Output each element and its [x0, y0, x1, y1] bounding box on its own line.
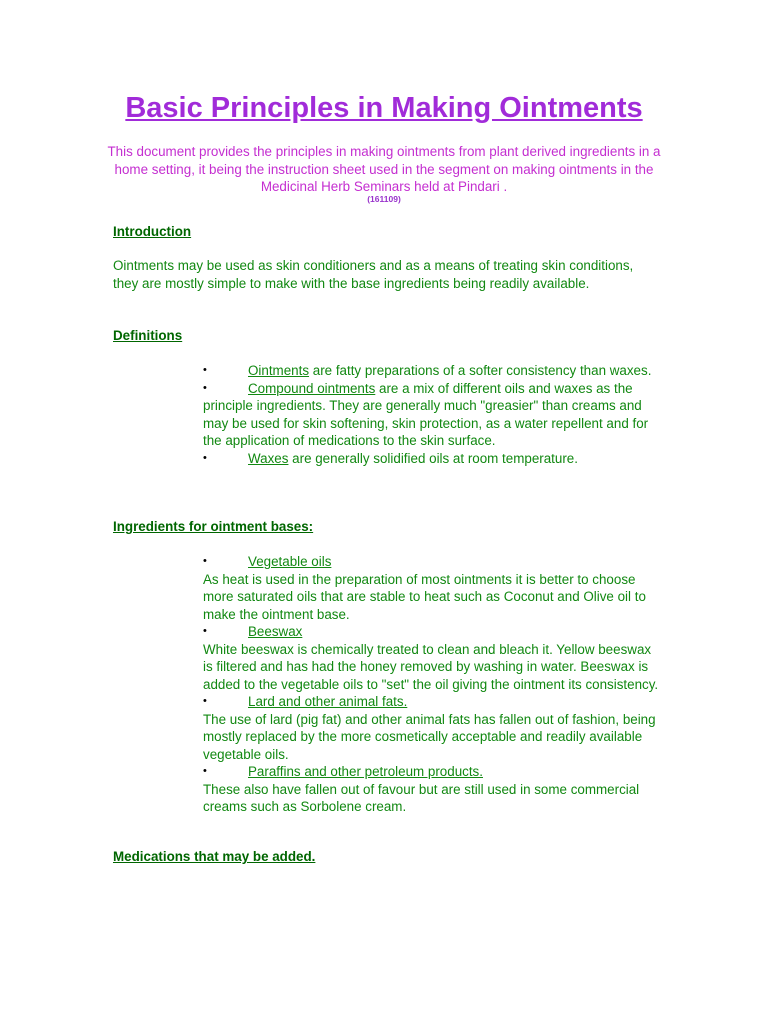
heading-definitions: Definitions: [113, 328, 183, 343]
definition-term: Ointments: [248, 363, 310, 378]
definition-item: [203, 362, 663, 380]
heading-ingredients: Ingredients for ointment bases:: [113, 519, 314, 534]
bullet-icon: •: [203, 364, 207, 376]
ingredients-list: [203, 553, 663, 816]
bullet-icon: •: [203, 555, 207, 567]
definition-term: Compound ointments: [248, 380, 376, 396]
ingredient-term: Beeswax: [248, 624, 303, 639]
ingredient-description: As heat is used in the preparation of most ointments it is better to choose more saturated oils that are stable to heat such as Coconut and Olive oil to make the ointment base.: [203, 571, 646, 622]
document-code: (161109): [367, 194, 401, 204]
ingredient-item: [203, 763, 663, 816]
definition-item: [203, 380, 663, 450]
ingredient-item: [203, 553, 663, 623]
document-intro: This document provides the principles in making ointments from plant derived ingredients in a home setting, it being the instruction sheet used in the segment on making ointments in the Medicinal Herb Seminars held at Pindari .: [107, 144, 661, 194]
heading-introduction: Introduction: [113, 224, 192, 239]
ingredient-description: These also have fallen out of favour but are still used in some commercial creams such as Sorbolene cream.: [203, 781, 640, 814]
ingredient-item: [203, 693, 663, 763]
bullet-icon: •: [203, 381, 207, 394]
document-title: Basic Principles in Making Ointments: [125, 92, 643, 124]
ingredient-description: White beeswax is chemically treated to clean and bleach it. Yellow beeswax is filtered and has had the honey removed by washing in water. Beeswax is added to the vegetable oils to "set" the oil giving the ointment its consistency.: [203, 641, 659, 692]
definition-item: [203, 450, 663, 468]
introduction-text: Ointments may be used as skin conditioners and as a means of treating skin conditions, they are mostly simple to make with the base ingredients being readily available.: [113, 258, 634, 291]
bullet-icon: •: [203, 765, 207, 777]
definitions-list: [203, 362, 663, 467]
bullet-icon: •: [203, 625, 207, 637]
ingredient-description: The use of lard (pig fat) and other animal fats has fallen out of fashion, being mostly replaced by the more cosmetically acceptable and readily available vegetable oils.: [203, 711, 656, 762]
ingredient-term: Lard and other animal fats.: [248, 694, 408, 709]
definition-text: are a mix of different oils and waxes as the principle ingredients. They are generally much "greasier" than creams and may be used for skin softening, skin protection, as a water repellent and for the application of medications to the skin surface.: [203, 380, 649, 448]
definition-text: are generally solidified oils at room temperature.: [288, 450, 578, 466]
ingredient-term: Vegetable oils: [248, 554, 332, 569]
ingredient-item: [203, 623, 663, 693]
definition-term: Waxes: [248, 450, 289, 466]
ingredient-term: Paraffins and other petroleum products.: [248, 764, 483, 779]
bullet-icon: •: [203, 695, 207, 707]
heading-medications: Medications that may be added.: [113, 849, 316, 864]
bullet-icon: •: [203, 451, 207, 464]
definition-text: are fatty preparations of a softer consistency than waxes.: [309, 363, 652, 378]
